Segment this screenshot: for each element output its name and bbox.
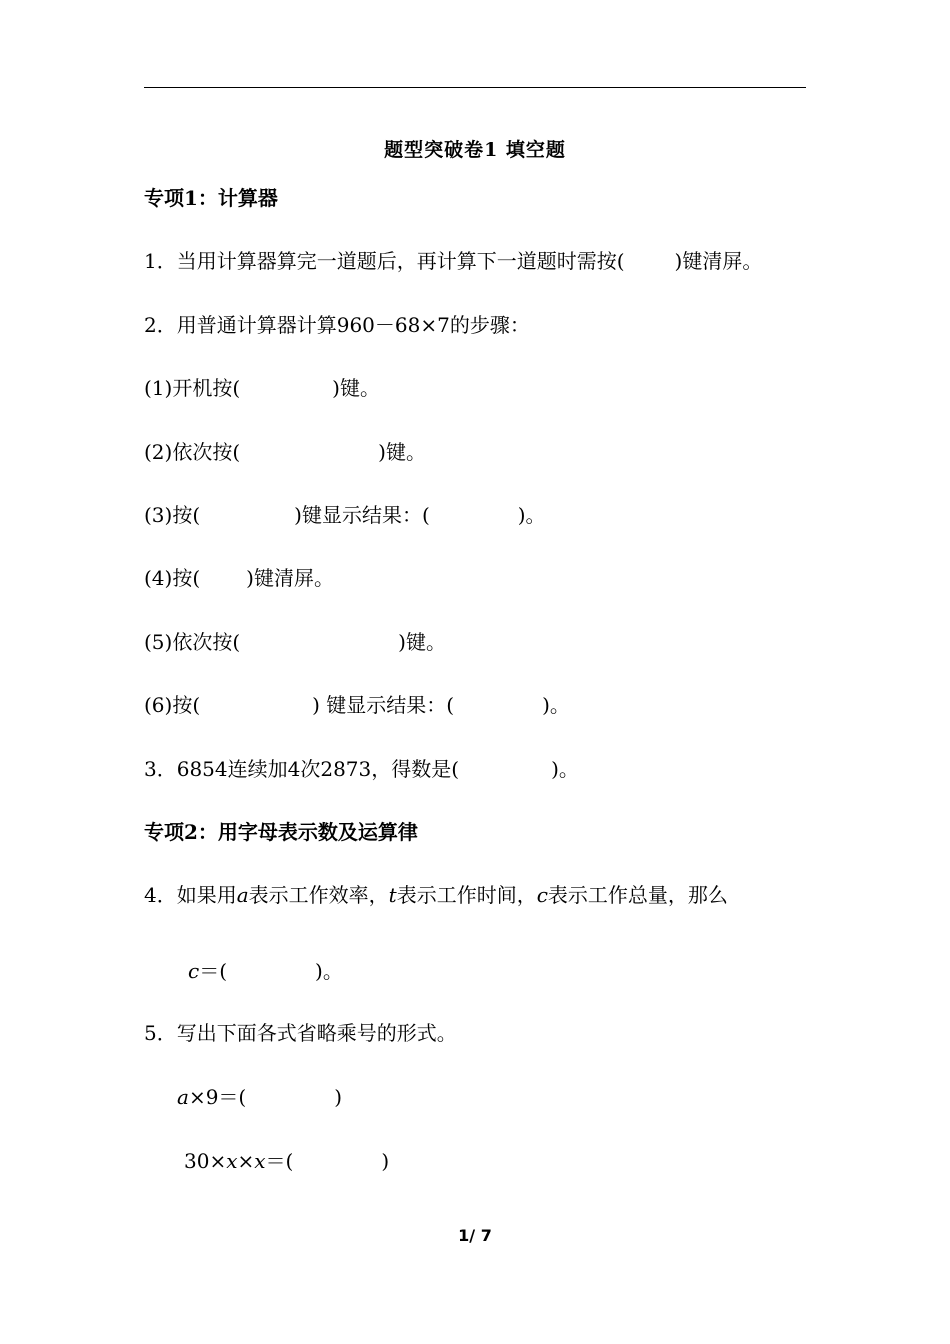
- text: ×9＝(: [188, 1085, 247, 1109]
- variable: a: [177, 1085, 189, 1109]
- expression-2: [184, 1147, 389, 1175]
- text: ＝(: [265, 1149, 294, 1173]
- variable: x: [254, 1149, 266, 1173]
- question-number: 1．: [144, 249, 177, 273]
- question-number: 2．: [144, 313, 177, 337]
- section-heading-letters: 专项2：用字母表示数及运算律: [144, 820, 418, 844]
- text: ): [381, 1149, 390, 1173]
- question-text: 用普通计算器计算960－68×7的步骤：: [176, 313, 530, 337]
- step-text: (4)按(: [144, 566, 201, 590]
- step-2: [144, 438, 426, 466]
- step-tail: )。: [517, 503, 546, 527]
- variable: t: [388, 883, 397, 907]
- question-text: 6854连续加4次2873，得数是(: [176, 757, 460, 781]
- step-mid: )键显示结果：(: [294, 503, 430, 527]
- step-text: (5)依次按(: [144, 630, 241, 654]
- page-number: 1/ 7: [458, 1226, 492, 1245]
- variable: x: [226, 1149, 238, 1173]
- question-number: 4．: [144, 883, 177, 907]
- text: ): [334, 1085, 343, 1109]
- question-2: [144, 311, 530, 339]
- step-tail: )键。: [398, 630, 446, 654]
- question-5: [144, 1019, 457, 1047]
- step-tail: )键。: [378, 440, 426, 464]
- header-rule: [144, 87, 806, 88]
- text: )。: [315, 959, 343, 983]
- text: ＝(: [199, 959, 228, 983]
- text: 表示工作总量，那么: [547, 883, 728, 907]
- text: 表示工作效率，: [248, 883, 389, 907]
- text: 30×: [184, 1149, 227, 1173]
- step-3: [144, 501, 546, 529]
- step-1: [144, 374, 380, 402]
- question-4-continued: [188, 957, 343, 985]
- section-heading-calculator: 专项1：计算器: [144, 186, 278, 210]
- step-6: [144, 691, 570, 719]
- variable: c: [188, 959, 200, 983]
- text: 如果用: [176, 883, 237, 907]
- step-tail: )。: [542, 693, 570, 717]
- text: 表示工作时间，: [396, 883, 537, 907]
- step-text: (1)开机按(: [144, 376, 241, 400]
- question-text: 写出下面各式省略乘号的形式。: [176, 1021, 457, 1045]
- step-tail: )键清屏。: [246, 566, 334, 590]
- step-text: (6)按(: [144, 693, 201, 717]
- variable: a: [236, 883, 249, 907]
- variable: c: [536, 883, 548, 907]
- question-tail: )键清屏。: [674, 249, 763, 273]
- step-mid: ) 键显示结果：(: [312, 693, 455, 717]
- question-number: 5．: [144, 1021, 177, 1045]
- step-4: [144, 564, 334, 592]
- question-number: 3．: [144, 757, 177, 781]
- step-5: [144, 628, 446, 656]
- step-text: (3)按(: [144, 503, 201, 527]
- question-tail: )。: [551, 757, 579, 781]
- question-1: [144, 247, 762, 275]
- page-title: 题型突破卷1 填空题: [384, 139, 566, 161]
- question-3: [144, 755, 579, 783]
- question-text: 当用计算器算完一道题后，再计算下一道题时需按(: [176, 249, 625, 273]
- expression-1: [177, 1083, 342, 1111]
- step-text: (2)依次按(: [144, 440, 241, 464]
- question-4: [144, 881, 728, 909]
- step-tail: )键。: [332, 376, 380, 400]
- text: ×: [237, 1149, 255, 1173]
